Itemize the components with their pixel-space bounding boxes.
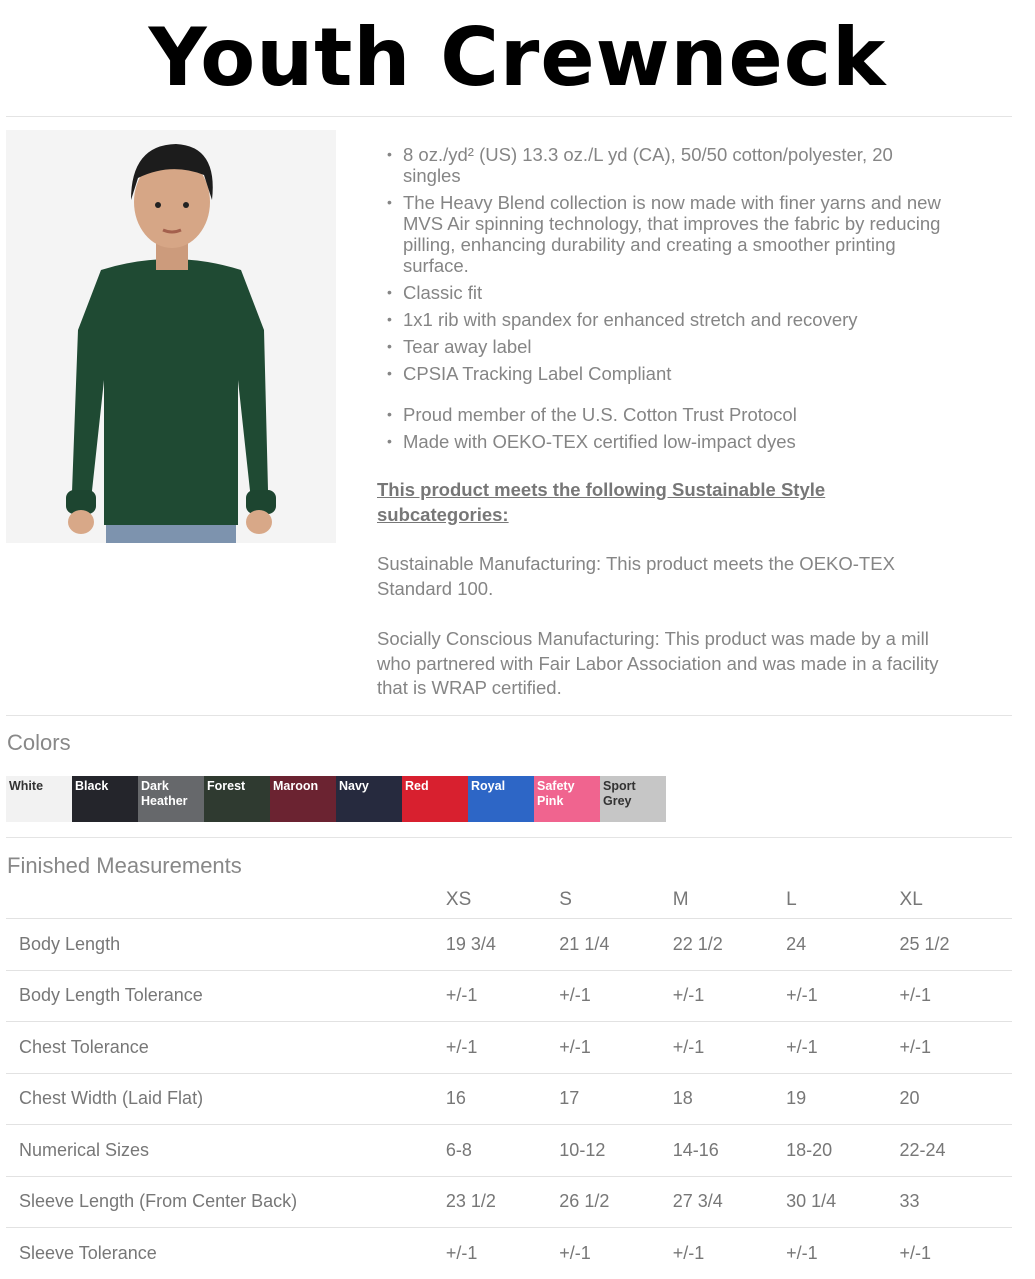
cell-value: 33 (899, 1176, 1012, 1228)
cell-value: 18 (672, 1073, 785, 1125)
color-swatch-maroon[interactable]: Maroon (270, 776, 336, 822)
cell-value: 23 1/2 (445, 1176, 558, 1228)
spec-item: • Made with OEKO-TEX certified low-impact dyes (403, 431, 944, 452)
table-row (6, 1228, 1012, 1279)
cell-value: 21 1/4 (558, 919, 671, 971)
size-header-xl: XL (899, 889, 923, 910)
table-header-row (6, 882, 1012, 919)
row-label: Chest Width (Laid Flat) (6, 1073, 445, 1125)
cell-value: 6-8 (445, 1125, 558, 1177)
cell-value: +/-1 (672, 1022, 785, 1074)
color-swatch-dark-heather[interactable]: Dark Heather (138, 776, 204, 822)
size-header-m: M (672, 889, 689, 910)
color-swatch-white[interactable]: White (6, 776, 72, 822)
cell-value: +/-1 (445, 970, 558, 1022)
measurements-table (6, 882, 1012, 1279)
cell-value: +/-1 (558, 1022, 671, 1074)
cell-value: +/-1 (445, 1022, 558, 1074)
page-title: Youth Crewneck (148, 11, 887, 104)
color-swatch-navy[interactable]: Navy (336, 776, 402, 822)
sustainability-list (384, 404, 944, 452)
cell-value: +/-1 (899, 970, 1012, 1022)
table-row (6, 1073, 1012, 1125)
product-specs (384, 144, 944, 458)
size-header-l: L (786, 889, 797, 910)
spec-item: • Classic fit (403, 282, 944, 303)
color-swatch-black[interactable]: Black (72, 776, 138, 822)
row-label: Body Length (6, 919, 445, 971)
product-photo (6, 130, 336, 543)
table-row (6, 1176, 1012, 1228)
row-label: Body Length Tolerance (6, 970, 445, 1022)
table-row (6, 1125, 1012, 1177)
size-header-s: S (559, 889, 572, 910)
measurements-heading: Finished Measurements (7, 853, 242, 878)
cell-value: +/-1 (785, 1228, 898, 1279)
spec-item: • Tear away label (403, 336, 944, 357)
cell-value: +/-1 (445, 1228, 558, 1279)
cell-value: 17 (558, 1073, 671, 1125)
cell-value: 14-16 (672, 1125, 785, 1177)
cell-value: 24 (785, 919, 898, 971)
color-swatch-sport-grey[interactable]: Sport Grey (600, 776, 666, 822)
cell-value: 26 1/2 (558, 1176, 671, 1228)
spec-item: • 1x1 rib with spandex for enhanced stretch and recovery (403, 309, 944, 330)
cell-value: +/-1 (899, 1228, 1012, 1279)
colors-heading: Colors (7, 730, 71, 755)
table-row (6, 919, 1012, 971)
cell-value: 25 1/2 (899, 919, 1012, 971)
row-label: Sleeve Length (From Center Back) (6, 1176, 445, 1228)
cell-value: +/-1 (785, 1022, 898, 1074)
row-label: Sleeve Tolerance (6, 1228, 445, 1279)
socially-conscious-manufacturing: Socially Conscious Manufacturing: This product was made by a mill who partnered with Fair Labor Association and was made in a facility that is WRAP certified. (377, 628, 939, 698)
sustainable-heading: This product meets the following Sustainable Style subcategories: (377, 479, 826, 525)
spec-item: • 8 oz./yd² (US) 13.3 oz./L yd (CA), 50/50 cotton/polyester, 20 singles (403, 144, 944, 186)
cell-value: 30 1/4 (785, 1176, 898, 1228)
spec-item: • CPSIA Tracking Label Compliant (403, 363, 944, 384)
cell-value: 19 (785, 1073, 898, 1125)
spec-list (384, 144, 944, 384)
cell-value: 22 1/2 (672, 919, 785, 971)
table-row (6, 970, 1012, 1022)
color-swatch-royal[interactable]: Royal (468, 776, 534, 822)
cell-value: 16 (445, 1073, 558, 1125)
cell-value: 18-20 (785, 1125, 898, 1177)
cell-value: +/-1 (899, 1022, 1012, 1074)
cell-value: 19 3/4 (445, 919, 558, 971)
cell-value: 27 3/4 (672, 1176, 785, 1228)
color-swatch-red[interactable]: Red (402, 776, 468, 822)
cell-value: 22-24 (899, 1125, 1012, 1177)
row-label: Chest Tolerance (6, 1022, 445, 1074)
divider (6, 715, 1012, 716)
spec-item: • Proud member of the U.S. Cotton Trust Protocol (403, 404, 944, 425)
cell-value: 10-12 (558, 1125, 671, 1177)
sustainable-manufacturing: Sustainable Manufacturing: This product meets the OEKO-TEX Standard 100. (377, 553, 895, 599)
color-swatch-safety-pink[interactable]: Safety Pink (534, 776, 600, 822)
label-column-header (6, 882, 445, 919)
cell-value: +/-1 (785, 970, 898, 1022)
divider (6, 116, 1012, 117)
divider (6, 837, 1012, 838)
cell-value: +/-1 (558, 1228, 671, 1279)
cell-value: 20 (899, 1073, 1012, 1125)
spec-item: • The Heavy Blend collection is now made with finer yarns and new MVS Air spinning technology, that improves the fabric by reducing pilling, enhancing durability and creating a smoother printing surface. (403, 192, 944, 276)
color-swatches (6, 776, 666, 822)
table-row (6, 1022, 1012, 1074)
cell-value: +/-1 (672, 1228, 785, 1279)
row-label: Numerical Sizes (6, 1125, 445, 1177)
cell-value: +/-1 (672, 970, 785, 1022)
color-swatch-forest[interactable]: Forest (204, 776, 270, 822)
cell-value: +/-1 (558, 970, 671, 1022)
size-header-xs: XS (445, 889, 472, 910)
